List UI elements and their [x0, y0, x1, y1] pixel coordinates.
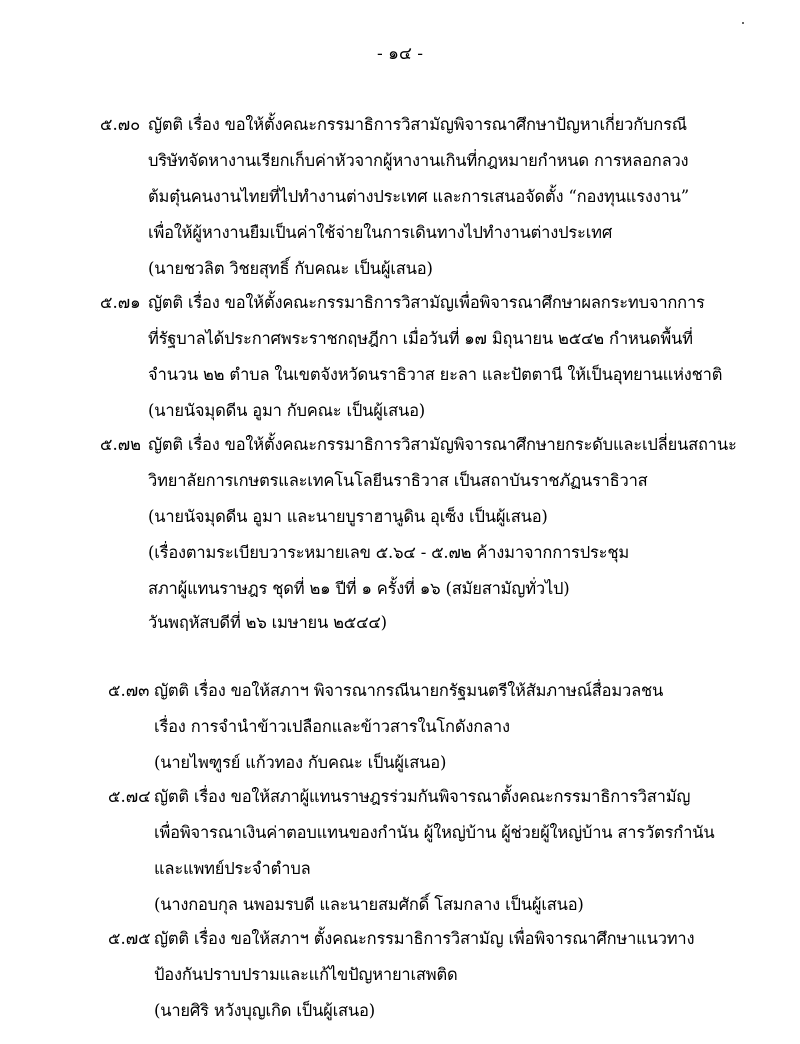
- item-line: ต้มตุ๋นคนงานไทยที่ไปทำงานต่างประเทศ และการเสนอจัดตั้ง “กองทุนแรงงาน”: [148, 187, 689, 206]
- proposer-line: (นายนัจมุดดีน อูมา กับคณะ เป็นผู้เสนอ): [148, 401, 426, 420]
- item-line: ญัตติ เรื่อง ขอให้สภาผู้แทนราษฎรร่วมกันพิจารณาตั้งคณะกรรมาธิการวิสามัญ: [154, 787, 691, 806]
- item-line: ญัตติ เรื่อง ขอให้ตั้งคณะกรรมาธิการวิสามัญพิจารณาศึกษายกระดับและเปลี่ยนสถานะ: [148, 435, 737, 454]
- item-line: ญัตติ เรื่อง ขอให้สภาฯ ตั้งคณะกรรมาธิการวิสามัญ เพื่อพิจารณาศึกษาแนวทาง: [154, 929, 695, 948]
- item-number: ๕.๗๐: [100, 115, 141, 134]
- proposer-line: (นางกอบกุล นพอมรบดี และนายสมศักดิ์ โสมกลาง เป็นผู้เสนอ): [154, 895, 584, 914]
- item-number: ๕.๗๑: [100, 293, 141, 312]
- item-number: ๕.๗๕: [108, 929, 151, 948]
- item-line: ญัตติ เรื่อง ขอให้สภาฯ พิจารณากรณีนายกรัฐมนตรีให้สัมภาษณ์สื่อมวลชน: [154, 681, 664, 700]
- item-line: เพื่อพิจารณาเงินค่าตอบแทนของกำนัน ผู้ใหญ่บ้าน ผู้ช่วยผู้ใหญ่บ้าน สารวัตรกำนัน: [154, 823, 715, 842]
- proposer-line: (นายนัจมุดดีน อูมา และนายบูราฮานูดิน อุเซ็ง เป็นผู้เสนอ): [148, 507, 548, 526]
- item-line: และแพทย์ประจำตำบล: [154, 859, 311, 878]
- item-line: จำนวน ๒๒ ตำบล ในเขตจังหวัดนราธิวาส ยะลา และปัตตานี ให้เป็นอุทยานแห่งชาติ: [148, 365, 723, 384]
- note-line: สภาผู้แทนราษฎร ชุดที่ ๒๑ ปีที่ ๑ ครั้งที่ ๑๖ (สมัยสามัญทั่วไป): [148, 579, 570, 598]
- note-line: วันพฤหัสบดีที่ ๒๖ เมษายน ๒๕๔๔): [148, 613, 387, 632]
- item-line: ญัตติ เรื่อง ขอให้ตั้งคณะกรรมาธิการวิสามัญเพื่อพิจารณาศึกษาผลกระทบจากการ: [148, 293, 705, 312]
- scan-speck: [742, 22, 744, 24]
- item-line: เพื่อให้ผู้หางานยืมเป็นค่าใช้จ่ายในการเดินทางไปทำงานต่างประเทศ: [148, 223, 613, 242]
- item-line: วิทยาลัยการเกษตรและเทคโนโลยีนราธิวาส เป็นสถาบันราชภัฏนราธิวาส: [148, 471, 648, 490]
- proposer-line: (นายศิริ หวังบุญเกิด เป็นผู้เสนอ): [154, 1001, 375, 1020]
- item-line: เรื่อง การจำนำข้าวเปลือกและข้าวสารในโกดังกลาง: [154, 717, 510, 736]
- item-line: บริษัทจัดหางานเรียกเก็บค่าหัวจากผู้หางานเกินที่กฎหมายกำหนด การหลอกลวง: [148, 151, 689, 170]
- item-number: ๕.๗๓: [108, 681, 150, 700]
- item-line: ป้องกันปราบปรามและแก้ไขปัญหายาเสพติด: [154, 965, 458, 984]
- proposer-line: (นายไพฑูรย์ แก้วทอง กับคณะ เป็นผู้เสนอ): [154, 753, 447, 772]
- note-line: (เรื่องตามระเบียบวาระหมายเลข ๕.๖๔ - ๕.๗๒ ค้างมาจากการประชุม: [148, 543, 629, 562]
- page-number: - ๑๔ -: [377, 44, 423, 64]
- item-number: ๕.๗๔: [108, 787, 151, 806]
- proposer-line: (นายชวลิต วิชยสุทธิ์ กับคณะ เป็นผู้เสนอ): [148, 259, 433, 278]
- item-line: ญัตติ เรื่อง ขอให้ตั้งคณะกรรมาธิการวิสามัญพิจารณาศึกษาปัญหาเกี่ยวกับกรณี: [148, 115, 687, 134]
- item-number: ๕.๗๒: [100, 435, 142, 454]
- item-line: ที่รัฐบาลได้ประกาศพระราชกฤษฎีกา เมื่อวันที่ ๑๗ มิถุนายน ๒๕๔๒ กำหนดพื้นที่: [148, 329, 693, 348]
